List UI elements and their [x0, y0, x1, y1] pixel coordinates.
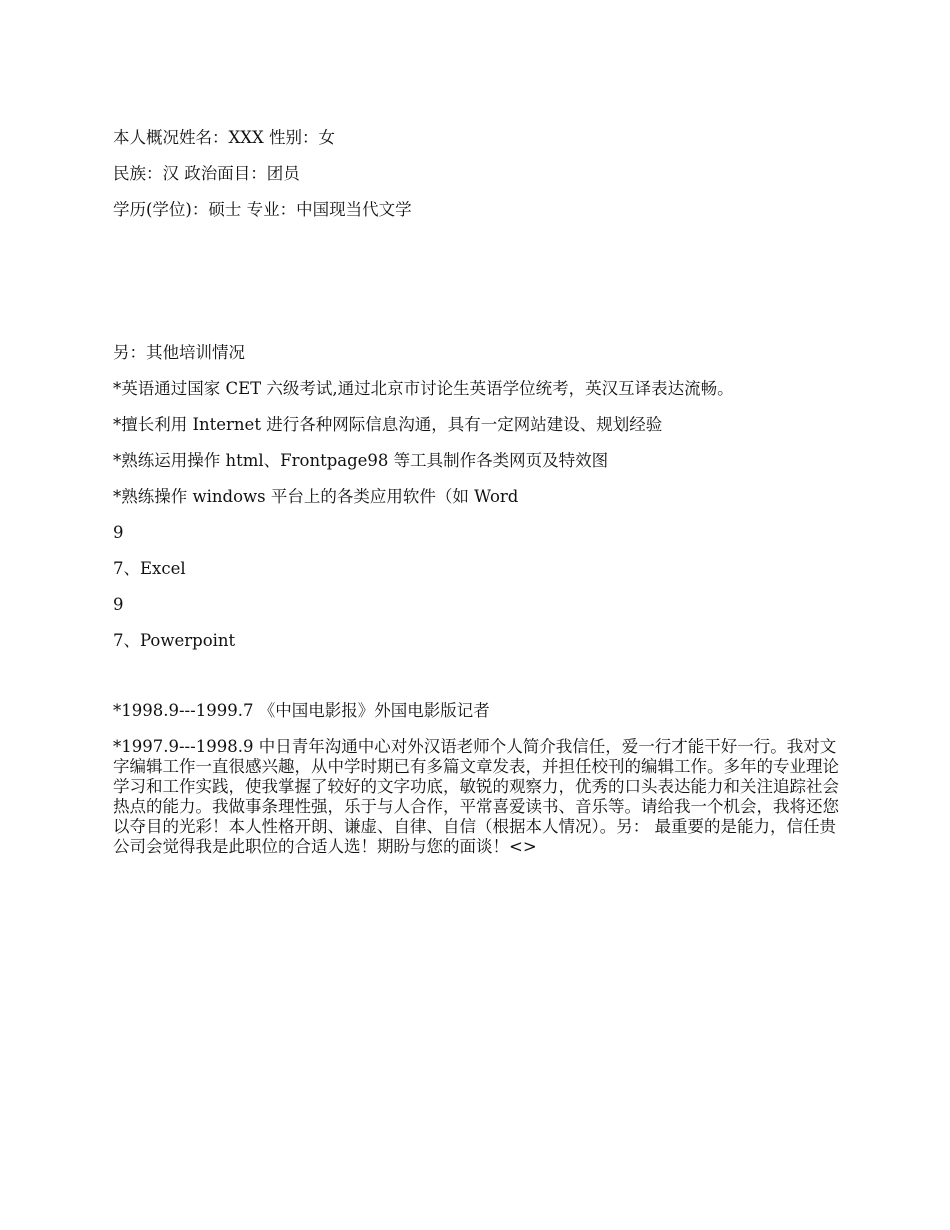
experience-item-reporter: *1998.9---1999.7 《中国电影报》外国电影版记者 [113, 701, 490, 720]
training-fragment-powerpoint: 7、Powerpoint [113, 631, 236, 650]
training-heading: 另：其他培训情况 [113, 343, 245, 362]
training-item-english: *英语通过国家 CET 六级考试,通过北京市讨论生英语学位统考，英汉互译表达流畅。 [113, 379, 734, 398]
training-item-internet: *擅长利用 Internet 进行各种网际信息沟通，具有一定网站建设、规划经验 [113, 415, 663, 434]
training-fragment-1: 9 [113, 523, 124, 542]
profile-degree-major: 学历(学位)：硕士 专业：中国现当代文学 [113, 200, 412, 219]
experience-item-teacher-intro: *1997.9---1998.9 中日青年沟通中心对外汉语老师个人简介我信任，爱一行才能干好一行。我对文字编辑工作一直很感兴趣，从中学时期已有多篇文章发表，并担任校刊的编辑工作。多年的专业理论学习和工作实践，使我掌握了较好的文字功底，敏锐的观察力，优秀的口头表达能力和关注追踪社会热点的能力。我做事条理性强，乐于与人合作，平常喜爱读书、音乐等。请给我一个机会，我将还您以夺目的光彩！本人性格开朗、谦虚、自律、自信（根据本人情况）。另： 最重要的是能力，信任贵公司会觉得我是此职位的合适人选！期盼与您的面谈！<> [113, 737, 839, 856]
profile-name-gender: 本人概况姓名：XXX 性别：女 [113, 128, 335, 147]
profile-ethnicity-politics: 民族：汉 政治面目：团员 [113, 164, 300, 183]
training-item-webtools: *熟练运用操作 html、Frontpage98 等工具制作各类网页及特效图 [113, 451, 609, 470]
training-fragment-3: 9 [113, 595, 124, 614]
training-item-windows: *熟练操作 windows 平台上的各类应用软件（如 Word [113, 487, 519, 506]
training-fragment-excel: 7、Excel [113, 559, 186, 578]
